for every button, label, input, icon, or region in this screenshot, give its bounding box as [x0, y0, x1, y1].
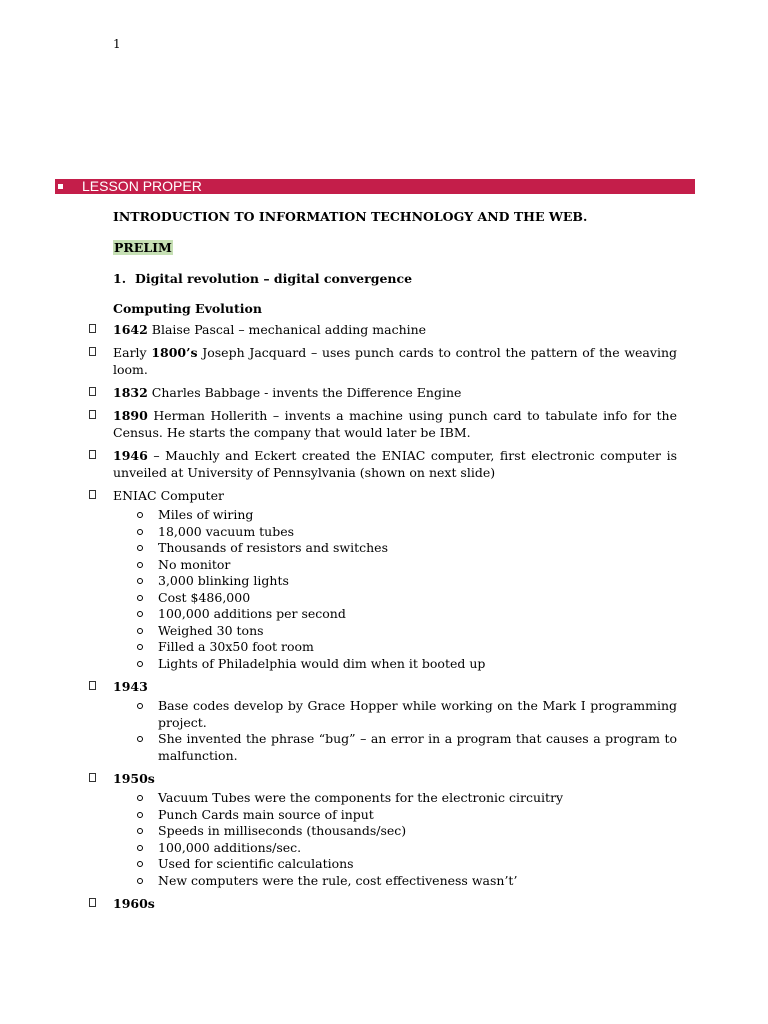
sub-list-item — [158, 606, 677, 623]
sub-item-text: 100,000 additions/sec. — [158, 839, 302, 855]
entry-text: ENIAC Computer — [113, 488, 224, 503]
sub-item-text: Speeds in milliseconds (thousands/sec) — [158, 823, 407, 838]
circle-bullet-icon — [137, 562, 143, 568]
sub-item-text: Used for scientific calculations — [158, 856, 354, 871]
sub-item-text: Lights of Philadelphia would dim when it booted up — [158, 655, 486, 671]
missing-glyph-bullet-icon — [89, 324, 96, 333]
circle-bullet-icon — [137, 845, 143, 851]
section-heading — [113, 270, 677, 287]
entry-year: 1946 — [113, 448, 148, 463]
sub-item-text: Miles of wiring — [158, 507, 254, 522]
sub-list-item — [158, 856, 677, 873]
circle-bullet-icon — [137, 611, 143, 617]
sub-item-text: Base codes develop by Grace Hopper while working on the Mark I programming project. — [158, 698, 677, 730]
document-body — [113, 208, 677, 912]
missing-glyph-bullet-icon — [89, 490, 96, 499]
sub-item-text: Punch Cards main source of input — [158, 806, 374, 822]
sub-item-text: Thousands of resistors and switches — [158, 540, 388, 555]
circle-bullet-icon — [137, 578, 143, 584]
circle-bullet-icon — [137, 628, 143, 634]
sub-item-text: Filled a 30x50 foot room — [158, 639, 314, 654]
entry-text: Herman Hollerith – invents a machine using punch card to tabulate info for the Census. He starts the company that would later be IBM. — [113, 408, 677, 440]
section-number: 1. — [113, 271, 127, 286]
sub-list — [158, 790, 677, 889]
sub-list-item — [158, 573, 677, 590]
sub-item-text: 100,000 additions per second — [158, 606, 346, 621]
timeline-entry — [113, 344, 677, 378]
entry-prefix: Early — [113, 345, 152, 360]
sub-list-item — [158, 807, 677, 824]
entry-text: Joseph Jacquard – uses punch cards to control the pattern of the weaving loom. — [113, 345, 677, 377]
sub-item-text: Weighed 30 tons — [158, 622, 264, 638]
sub-list — [158, 698, 677, 764]
circle-bullet-icon — [137, 736, 143, 742]
circle-bullet-icon — [137, 878, 143, 884]
circle-bullet-icon — [137, 861, 143, 867]
prelim-highlight: PRELIM — [114, 240, 172, 255]
timeline-entry — [113, 678, 677, 764]
entry-year: 1943 — [113, 679, 148, 694]
sub-list-item — [158, 840, 677, 857]
sub-item-text: 3,000 blinking lights — [158, 573, 289, 588]
timeline-entry — [113, 407, 677, 441]
timeline-entry — [113, 895, 677, 912]
circle-bullet-icon — [137, 812, 143, 818]
banner-title: LESSON PROPER — [82, 178, 202, 194]
sub-item-text: No monitor — [158, 556, 231, 572]
document-title: INTRODUCTION TO INFORMATION TECHNOLOGY AND THE WEB. — [113, 209, 588, 224]
circle-bullet-icon — [137, 703, 143, 709]
sub-list-item — [158, 656, 677, 673]
entry-year: 1890 — [113, 408, 148, 423]
timeline-entry — [113, 770, 677, 889]
missing-glyph-bullet-icon — [89, 898, 96, 907]
sub-list-item — [158, 557, 677, 574]
sub-list-item — [158, 590, 677, 607]
computing-evolution-heading: Computing Evolution — [113, 301, 262, 316]
missing-glyph-bullet-icon — [89, 773, 96, 782]
circle-bullet-icon — [137, 512, 143, 518]
lesson-proper-banner — [55, 179, 695, 194]
missing-glyph-bullet-icon — [89, 347, 96, 356]
missing-glyph-bullet-icon — [89, 681, 96, 690]
timeline-entry — [113, 321, 677, 338]
sub-item-text: Vacuum Tubes were the components for the electronic circuitry — [158, 790, 564, 805]
sub-list-item — [158, 823, 677, 840]
sub-list-item — [158, 790, 677, 807]
circle-bullet-icon — [137, 595, 143, 601]
sub-item-text: 18,000 vacuum tubes — [158, 523, 295, 539]
timeline-list — [113, 321, 677, 912]
circle-bullet-icon — [137, 529, 143, 535]
entry-year: 1950s — [113, 771, 155, 786]
sub-item-text: New computers were the rule, cost effectiveness wasn’t’ — [158, 872, 518, 888]
entry-text: Charles Babbage - invents the Difference Engine — [147, 385, 462, 400]
missing-glyph-bullet-icon — [89, 450, 96, 459]
square-bullet-icon — [58, 184, 63, 189]
missing-glyph-bullet-icon — [89, 410, 96, 419]
timeline-entry — [113, 384, 677, 401]
sub-list-item — [158, 873, 677, 890]
circle-bullet-icon — [137, 661, 143, 667]
entry-year: 1960s — [113, 896, 155, 911]
sub-list-item — [158, 623, 677, 640]
entry-year: 1642 — [113, 322, 148, 337]
sub-list-item — [158, 524, 677, 541]
circle-bullet-icon — [137, 795, 143, 801]
sub-item-text: She invented the phrase “bug” – an error in a program that causes a program to malfunction. — [158, 731, 677, 763]
timeline-entry — [113, 487, 677, 672]
circle-bullet-icon — [137, 828, 143, 834]
sub-list-item — [158, 639, 677, 656]
entry-text: – Mauchly and Eckert created the ENIAC computer, first electronic computer is unveiled at University of Pennsylvania (shown on next slide) — [113, 448, 677, 480]
sub-list-item — [158, 731, 677, 764]
missing-glyph-bullet-icon — [89, 387, 96, 396]
circle-bullet-icon — [137, 644, 143, 650]
page-number: 1 — [113, 37, 121, 51]
sub-list-item — [158, 540, 677, 557]
timeline-entry — [113, 447, 677, 481]
prelim-label — [113, 239, 677, 256]
circle-bullet-icon — [137, 545, 143, 551]
sub-list-item — [158, 507, 677, 524]
entry-text: Blaise Pascal – mechanical adding machine — [147, 322, 427, 337]
section-title: Digital revolution – digital convergence — [135, 271, 413, 286]
entry-year: 1800’s — [151, 345, 198, 360]
entry-year: 1832 — [113, 385, 148, 400]
sub-item-text: Cost $486,000 — [158, 589, 251, 605]
sub-list-item — [158, 698, 677, 731]
sub-list — [158, 507, 677, 672]
